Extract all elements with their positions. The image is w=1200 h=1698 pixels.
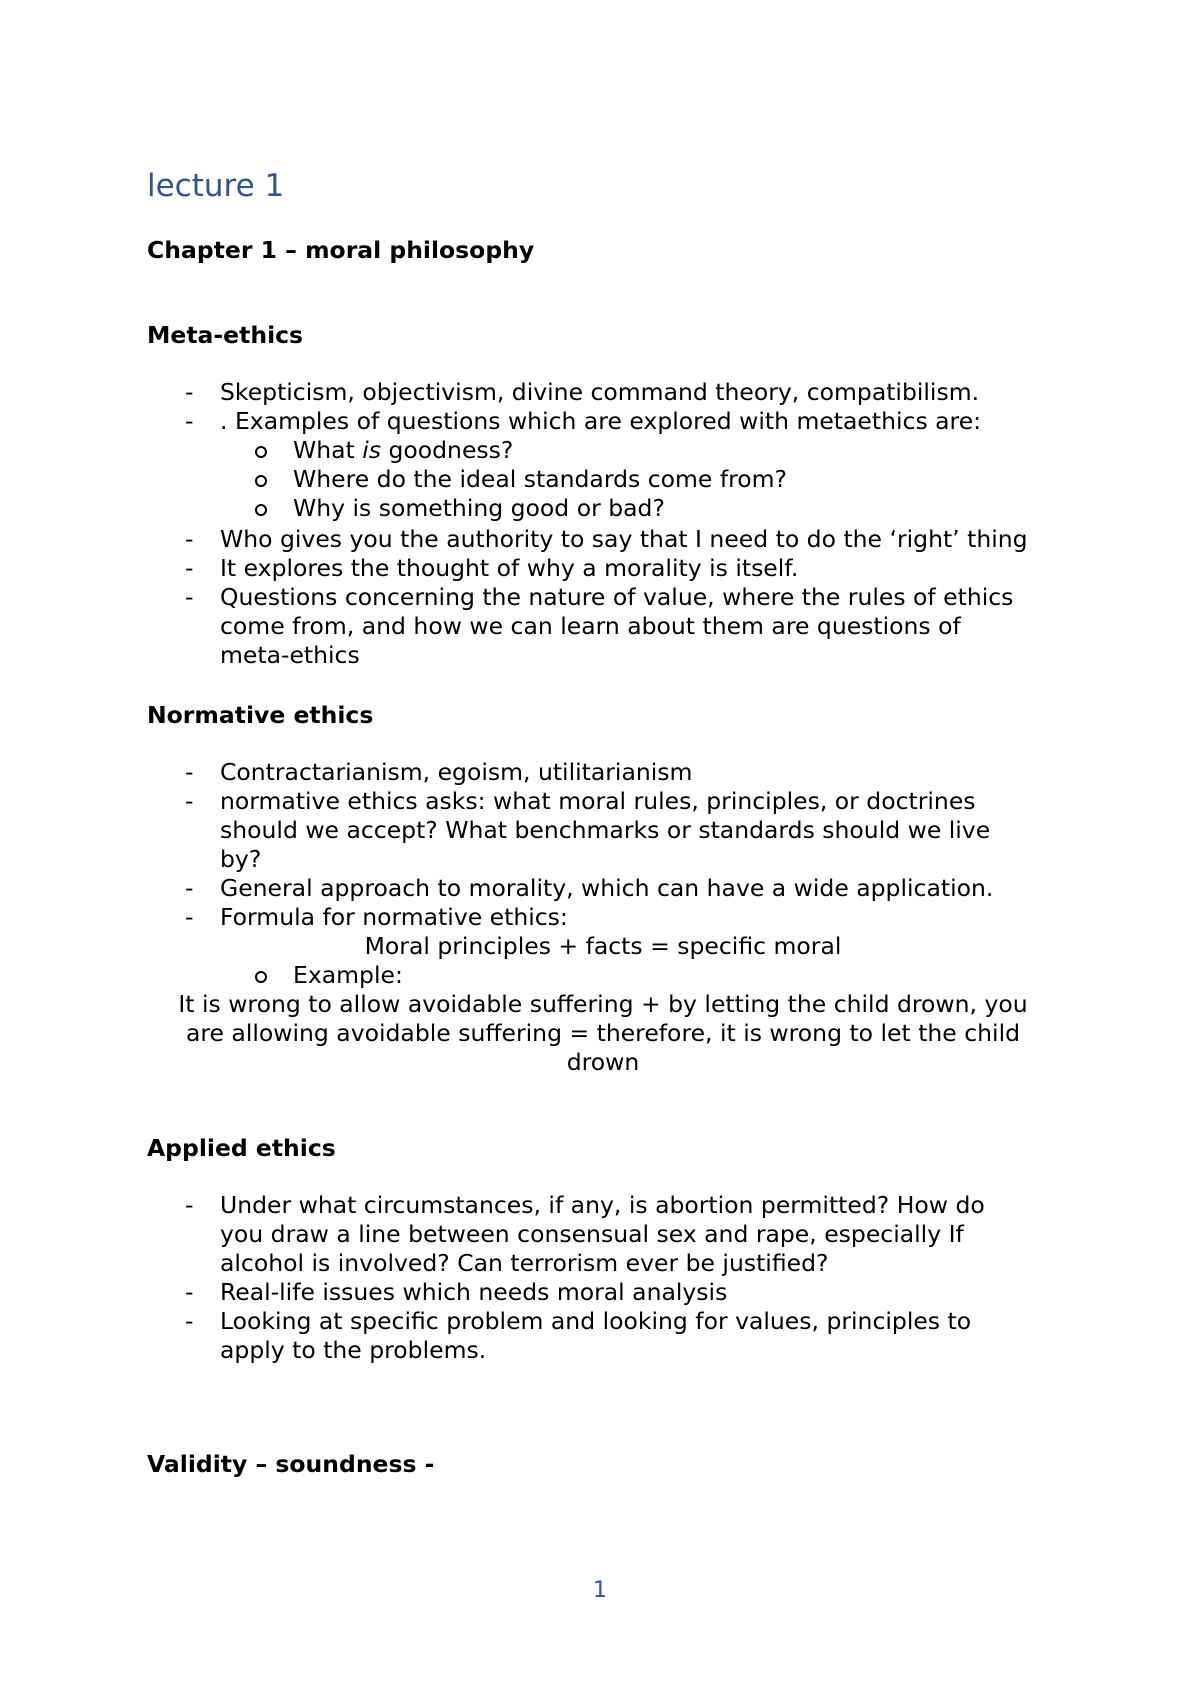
list-item-text: It explores the thought of why a morality is itself. xyxy=(220,554,799,582)
list-item-text: Formula for normative ethics: xyxy=(220,903,568,931)
list-item-text: Contractarianism, egoism, utilitarianism xyxy=(220,758,693,786)
text-run: goodness? xyxy=(381,436,514,464)
text-line: normative ethics asks: what moral rules, principles, or doctrines xyxy=(220,787,976,815)
list-item-text: Skepticism, objectivism, divine command theory, compatibilism. xyxy=(220,378,980,406)
list-item-text: . Examples of questions which are explored with metaethics are: xyxy=(220,407,982,435)
text-line: Questions concerning the nature of value, where the rules of ethics xyxy=(220,583,1014,611)
list-item-text xyxy=(220,1307,971,1365)
bullet-dash: - xyxy=(185,1278,194,1306)
formula-text: Moral principles + facts = specific moral xyxy=(364,932,842,960)
example-text xyxy=(147,990,1059,1077)
text-line: Under what circumstances, if any, is abortion permitted? How do xyxy=(220,1191,985,1219)
bullet-dash: - xyxy=(185,407,194,435)
list-item-text: Where do the ideal standards come from? xyxy=(293,465,787,493)
text-run: What xyxy=(293,436,363,464)
bullet-dash: - xyxy=(185,874,194,902)
list-item-text xyxy=(220,787,990,874)
text-line: drown xyxy=(566,1048,640,1076)
list-item-text: Real-life issues which needs moral analysis xyxy=(220,1278,728,1306)
circle-bullet-icon xyxy=(255,504,267,516)
text-line: Looking at specific problem and looking for values, principles to xyxy=(220,1307,972,1335)
list-item-text: Who gives you the authority to say that I need to do the ‘right’ thing xyxy=(220,525,1028,553)
text-line: you draw a line between consensual sex and rape, especially If xyxy=(220,1220,964,1248)
text-line: come from, and how we can learn about them are questions of xyxy=(220,612,961,640)
text-line: meta-ethics xyxy=(220,641,360,669)
text-line: should we accept? What benchmarks or standards should we live xyxy=(220,816,991,844)
list-item-text: General approach to morality, which can have a wide application. xyxy=(220,874,994,902)
text-line: It is wrong to allow avoidable suffering + by letting the child drown, you xyxy=(178,990,1028,1018)
bullet-dash: - xyxy=(185,525,194,553)
text-line: by? xyxy=(220,845,262,873)
bullet-dash: - xyxy=(185,554,194,582)
bullet-dash: - xyxy=(185,378,194,406)
emphasis-text: is xyxy=(362,436,381,464)
section-heading-meta-ethics: Meta-ethics xyxy=(147,321,304,349)
bullet-dash: - xyxy=(185,758,194,786)
list-item-text: Why is something good or bad? xyxy=(293,494,665,522)
list-item-text xyxy=(293,436,513,465)
bullet-dash: - xyxy=(185,1307,194,1335)
bullet-dash: - xyxy=(185,903,194,931)
section-heading-validity: Validity – soundness - xyxy=(147,1450,435,1478)
circle-bullet-icon xyxy=(255,475,267,487)
text-line: are allowing avoidable suffering = therefore, it is wrong to let the child xyxy=(185,1019,1021,1047)
bullet-dash: - xyxy=(185,1191,194,1219)
list-item-text xyxy=(220,1191,985,1278)
circle-bullet-icon xyxy=(255,971,267,983)
list-item-text: Example: xyxy=(293,961,403,989)
page-number: 1 xyxy=(593,1578,607,1603)
list-item-text xyxy=(220,583,1013,670)
circle-bullet-icon xyxy=(255,446,267,458)
document-title: lecture 1 xyxy=(147,168,285,204)
chapter-heading: Chapter 1 – moral philosophy xyxy=(147,236,535,264)
section-heading-applied-ethics: Applied ethics xyxy=(147,1134,336,1162)
text-line: apply to the problems. xyxy=(220,1336,487,1364)
section-heading-normative-ethics: Normative ethics xyxy=(147,701,374,729)
text-line: alcohol is involved? Can terrorism ever be justified? xyxy=(220,1249,829,1277)
bullet-dash: - xyxy=(185,583,194,611)
bullet-dash: - xyxy=(185,787,194,815)
